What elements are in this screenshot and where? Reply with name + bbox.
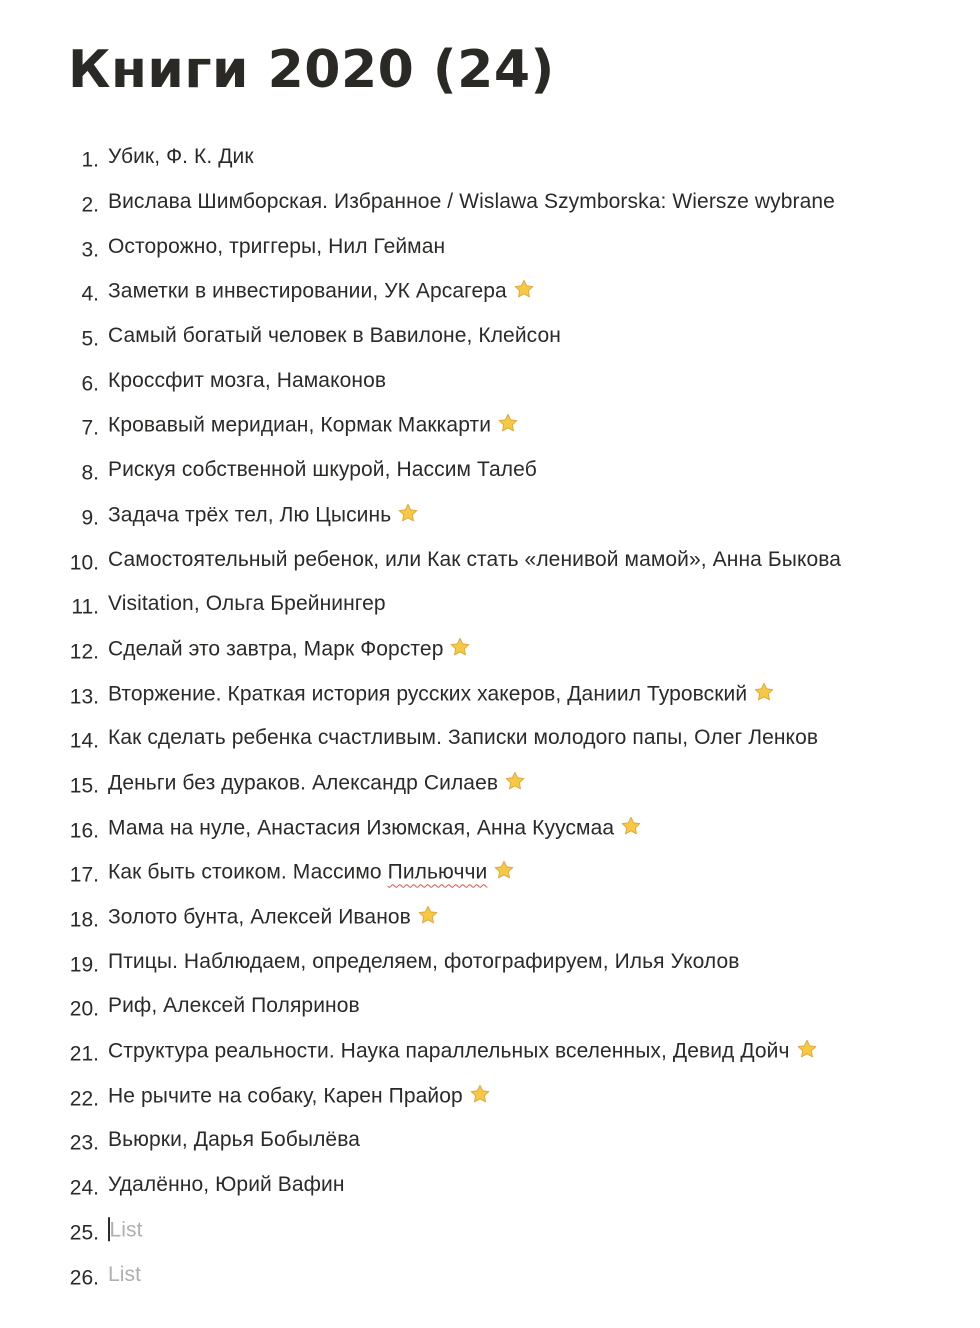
list-item[interactable] [0, 583, 980, 628]
list-item[interactable] [0, 1074, 980, 1119]
list-item-number: 11. [71, 595, 99, 619]
list-item[interactable] [0, 896, 980, 941]
list-item[interactable] [0, 762, 980, 807]
list-item-text[interactable]: Кроссфит мозга, Намаконов [108, 368, 387, 392]
list-item-text[interactable]: Сделай это завтра, Марк Форстер [108, 636, 471, 661]
list-item[interactable] [0, 1119, 980, 1164]
star-icon [513, 279, 535, 301]
list-item-number: 2. [81, 193, 99, 217]
list-item-number: 16. [69, 819, 99, 843]
list-item-text[interactable]: Самостоятельный ребенок, или Как стать «ленивой мамой», Анна Быкова [108, 547, 842, 571]
list-item[interactable] [0, 628, 980, 673]
star-icon [449, 636, 471, 658]
list-item-number: 4. [81, 282, 99, 306]
list-item-number: 5. [81, 327, 99, 351]
list-item[interactable] [0, 940, 980, 985]
list-item[interactable] [0, 270, 980, 315]
list-item-text[interactable]: Visitation, Ольга Брейнингер [108, 592, 386, 616]
list-item-text[interactable]: Вторжение. Краткая история русских хакеров, Даниил Туровский [108, 681, 775, 706]
list-item-text[interactable]: Задача трёх тел, Лю Цысинь [108, 502, 419, 527]
list-item-text[interactable]: Риф, Алексей Поляринов [108, 994, 360, 1018]
list-item[interactable] [0, 1030, 980, 1075]
list-item[interactable] [0, 359, 980, 404]
list-item-placeholder[interactable]: List [109, 1218, 143, 1242]
list-item-text[interactable]: Самый богатый человек в Вавилоне, Клейсон [108, 323, 561, 347]
list-item[interactable] [0, 225, 980, 270]
list-item-number: 8. [81, 461, 99, 485]
book-list [0, 136, 980, 1298]
list-item-number: 22. [69, 1087, 99, 1111]
list-item-text[interactable]: Мама на нуле, Анастасия Изюмская, Анна Куусмаа [108, 815, 642, 840]
list-item-text[interactable]: Вислава Шимборская. Избранное / Wislawa Szymborska: Wiersze wybrane [108, 189, 835, 213]
list-item-number: 18. [69, 908, 99, 932]
list-item-text[interactable]: Вьюрки, Дарья Бобылёва [108, 1128, 361, 1152]
list-item-text[interactable]: Рискуя собственной шкурой, Нассим Талеб [108, 457, 537, 481]
list-item-number: 23. [69, 1131, 99, 1155]
list-item-number: 15. [69, 774, 99, 798]
star-icon [417, 904, 439, 926]
star-icon [753, 681, 775, 703]
list-item[interactable] [0, 315, 980, 360]
list-item-text[interactable]: Деньги без дураков. Александр Силаев [108, 770, 526, 795]
spellcheck-marked-word[interactable]: Пильюччи [387, 860, 488, 884]
list-item[interactable] [0, 136, 980, 181]
list-item-number: 7. [81, 416, 99, 440]
list-item[interactable] [0, 672, 980, 717]
star-icon [469, 1083, 491, 1105]
empty-list-item[interactable] [0, 1253, 980, 1298]
list-item-number: 13. [69, 684, 99, 708]
list-item-number: 19. [69, 953, 99, 977]
list-item[interactable] [0, 181, 980, 226]
star-icon [493, 860, 515, 882]
list-item[interactable] [0, 494, 980, 539]
list-item-number: 3. [81, 238, 99, 262]
star-icon [397, 502, 419, 524]
star-icon [796, 1038, 818, 1060]
list-item[interactable] [0, 717, 980, 762]
list-item-number: 1. [81, 148, 99, 172]
empty-list-item[interactable] [0, 1209, 980, 1254]
list-item-placeholder[interactable]: List [108, 1262, 142, 1286]
star-icon [497, 413, 519, 435]
list-item-number: 25. [69, 1221, 99, 1245]
list-item-number: 21. [69, 1042, 99, 1066]
list-item-number: 10. [69, 550, 99, 574]
list-item-text[interactable]: Как сделать ребенка счастливым. Записки молодого папы, Олег Ленков [108, 726, 819, 750]
list-item-number: 12. [69, 640, 99, 664]
list-item[interactable] [0, 404, 980, 449]
list-item-number: 6. [81, 372, 99, 396]
list-item-text[interactable]: Как быть стоиком. Массимо Пильюччи [108, 860, 515, 885]
star-icon [620, 815, 642, 837]
list-item[interactable] [0, 985, 980, 1030]
list-item-text[interactable]: Кровавый меридиан, Кормак Маккарти [108, 413, 519, 438]
list-item[interactable] [0, 538, 980, 583]
list-item-number: 17. [69, 863, 99, 887]
list-item-text[interactable]: Убик, Ф. К. Дик [108, 145, 254, 169]
list-item-text[interactable]: Удалённо, Юрий Вафин [108, 1172, 345, 1196]
list-item-text[interactable]: Осторожно, триггеры, Нил Гейман [108, 234, 446, 258]
list-item[interactable] [0, 449, 980, 494]
list-item-number: 26. [69, 1265, 99, 1289]
list-item-number: 14. [69, 729, 99, 753]
list-item-text[interactable]: Не рычите на собаку, Карен Прайор [108, 1083, 491, 1108]
page-title[interactable]: Книги 2020 (24) [68, 40, 555, 100]
list-item-text[interactable]: Структура реальности. Наука параллельных вселенных, Девид Дойч [108, 1038, 818, 1063]
star-icon [504, 770, 526, 792]
list-item[interactable] [0, 806, 980, 851]
list-item[interactable] [0, 1164, 980, 1209]
list-item-text[interactable]: Золото бунта, Алексей Иванов [108, 904, 439, 929]
list-item-number: 20. [69, 997, 99, 1021]
list-item-text[interactable]: Заметки в инвестировании, УК Арсагера [108, 279, 535, 304]
list-item[interactable] [0, 851, 980, 896]
list-item-number: 9. [81, 506, 99, 530]
list-item-text[interactable]: Птицы. Наблюдаем, определяем, фотографируем, Илья Уколов [108, 949, 740, 973]
list-item-number: 24. [69, 1176, 99, 1200]
